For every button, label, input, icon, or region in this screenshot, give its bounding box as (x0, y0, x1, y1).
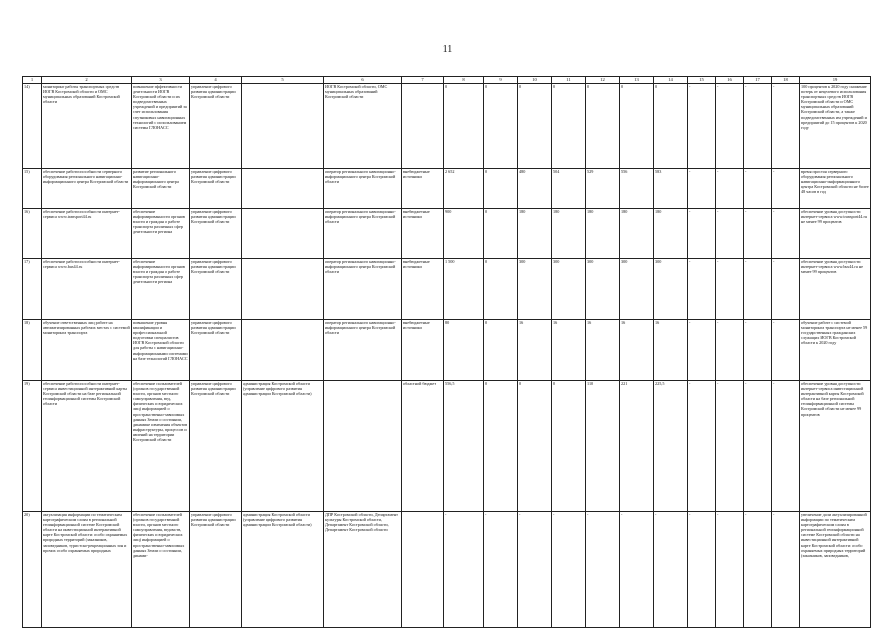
funding-value: - (744, 84, 772, 169)
funding-value: - (744, 169, 772, 209)
funding-value: - (444, 512, 484, 628)
header-row (23, 77, 871, 84)
funding-value: - (744, 320, 772, 381)
activity-name: актуализация информации по тематическим картографическим слоям в региональной геоинформационной системе Костромской области на инвестиционной интерактивной карте Костромской области: особо охраняемых природных территорий (заказников, заповедников, туристско-рекреационных зон и прочих особо охраняемых природных (42, 512, 132, 628)
executor: оператор регионального навигационно-информационного центра Костромской области (324, 320, 402, 381)
funding-value: 180 (620, 209, 654, 259)
program-activities-table (22, 76, 871, 628)
funding-source: внебюджетные источники (402, 209, 444, 259)
funding-value: - (772, 84, 800, 169)
funding-value: 504 (552, 169, 586, 209)
funding-value: - (688, 381, 716, 512)
funding-value: 0 (518, 381, 552, 512)
funding-value: - (716, 169, 744, 209)
funding-value: 300 (620, 259, 654, 320)
responsible-body: управление цифрового развития администрации Костромской области (190, 169, 242, 209)
row-number: 18) (23, 320, 42, 381)
responsible-body: управление цифрового развития администрации Костромской области (190, 381, 242, 512)
funding-value: - (716, 259, 744, 320)
column-header-19: 19 (800, 77, 871, 84)
funding-source: внебюджетные источники (402, 169, 444, 209)
activity-name: обучение ответственных лиц работе на автоматизированных рабочих местах с системой мониторинга транспорта (42, 320, 132, 381)
executor: оператор регионального навигационно-информационного центра Костромской области (324, 259, 402, 320)
funding-value: 180 (552, 209, 586, 259)
funding-value: - (688, 169, 716, 209)
column-header-12: 12 (586, 77, 620, 84)
funding-value: - (518, 512, 552, 628)
column-header-11: 11 (552, 77, 586, 84)
funding-value: 0 (620, 84, 654, 169)
executor: оператор регионального навигационно-информационного центра Костромской области (324, 169, 402, 209)
funding-value: - (744, 259, 772, 320)
executor (324, 381, 402, 512)
table-row (23, 84, 871, 169)
funding-value: 556,5 (444, 381, 484, 512)
funding-value: - (552, 512, 586, 628)
funding-value: 0 (484, 169, 518, 209)
customer-body (242, 84, 324, 169)
funding-value: 556 (620, 169, 654, 209)
column-header-15: 15 (688, 77, 716, 84)
funding-value: 16 (654, 320, 688, 381)
row-number: 17) (23, 259, 42, 320)
funding-value: - (688, 320, 716, 381)
row-number: 15) (23, 169, 42, 209)
executor: ДПР Костромской области, Департамент культуры Костромской области, Департамент Костромской области, Департамент Костромской области (324, 512, 402, 628)
activity-name: обеспечение работоспособности интернет-сервиса www.bus44.ru (42, 259, 132, 320)
funding-value: 180 (518, 209, 552, 259)
funding-value: - (772, 320, 800, 381)
funding-value: - (716, 209, 744, 259)
funding-value: 0 (484, 209, 518, 259)
funding-source (402, 512, 444, 628)
column-header-4: 4 (190, 77, 242, 84)
funding-value: 529 (586, 169, 620, 209)
column-header-18: 18 (772, 77, 800, 84)
responsible-body: управление цифрового развития администрации Костромской области (190, 512, 242, 628)
table-row (23, 169, 871, 209)
executor: ИОГВ Костромской области, ОМС муниципальных образований Костромской области (324, 84, 402, 169)
expected-result: обучение работе с системой мониторинга транспорта не менее 59 государственных гражданских служащих ИОГВ Костромской области к 2020 году (800, 320, 871, 381)
funding-value: 2 652 (444, 169, 484, 209)
responsible-body: управление цифрового развития администрации Костромской области (190, 259, 242, 320)
customer-body: администрация Костромской области (управление цифрового развития администрации Костромской области) (242, 512, 324, 628)
column-header-2: 2 (42, 77, 132, 84)
row-number: 14) (23, 84, 42, 169)
funding-value: 80 (444, 320, 484, 381)
funding-value: - (772, 381, 800, 512)
funding-value: - (772, 169, 800, 209)
activity-goal: развитие регионального навигационно-информационного центра Костромской области (132, 169, 190, 209)
table-row (23, 320, 871, 381)
activity-goal: повышение эффективности деятельности ИОГВ Костромской области и их подведомственных учреждений и предприятий за счет использования спутниковых навигационных технологий с использованием системы ГЛОНАСС (132, 84, 190, 169)
expected-result: увеличение доли актуализированной информации по тематическим картографическим слоям в региональной геоинформационной системе Костромской области на инвестиционной интерактивной карте Костромской области: особо охраняемых природных территорий (заказников, заповедников, (800, 512, 871, 628)
table-row (23, 209, 871, 259)
expected-result: обеспечение уровня доступности интернет-сервиса www.bus44.ru не менее 99 процентов (800, 259, 871, 320)
customer-body (242, 259, 324, 320)
activity-name: обеспечение работоспособности интернет-сервиса www.transport44.ru (42, 209, 132, 259)
funding-value: 0 (552, 84, 586, 169)
funding-value: 180 (654, 209, 688, 259)
funding-value: 300 (518, 259, 552, 320)
row-number: 19) (23, 381, 42, 512)
column-header-8: 8 (444, 77, 484, 84)
funding-value: - (688, 512, 716, 628)
activity-name: мониторинг работы транспортных средств ИОГВ Костромской области и ОМС муниципальных образований Костромской области (42, 84, 132, 169)
funding-value: - (744, 381, 772, 512)
funding-value: 16 (518, 320, 552, 381)
funding-value: 300 (654, 259, 688, 320)
expected-result: время простоя серверного оборудования регионального навигационно-информационного центра Костромской области не более 48 часов в год (800, 169, 871, 209)
funding-value: 480 (518, 169, 552, 209)
table-row (23, 381, 871, 512)
responsible-body: управление цифрового развития администрации Костромской области (190, 320, 242, 381)
customer-body: администрация Костромской области (управление цифрового развития администрации Костромской области) (242, 381, 324, 512)
funding-value: - (716, 84, 744, 169)
column-header-3: 3 (132, 77, 190, 84)
funding-value: 0 (484, 259, 518, 320)
column-header-5: 5 (242, 77, 324, 84)
table-row (23, 512, 871, 628)
column-header-14: 14 (654, 77, 688, 84)
table-row (23, 259, 871, 320)
funding-source: внебюджетные источники (402, 259, 444, 320)
column-header-6: 6 (324, 77, 402, 84)
funding-value: - (688, 259, 716, 320)
funding-value: 16 (552, 320, 586, 381)
funding-value: - (716, 381, 744, 512)
customer-body (242, 169, 324, 209)
activity-name: обеспечение работоспособности интернет-сервиса инвестиционной интерактивной карты Костромской области на базе региональной геоинформационной системы Костромской области (42, 381, 132, 512)
executor: оператор регионального навигационно-информационного центра Костромской области (324, 209, 402, 259)
responsible-body: управление цифрового развития администрации Костромской области (190, 84, 242, 169)
responsible-body: управление цифрового развития администрации Костромской области (190, 209, 242, 259)
funding-value: 225,5 (654, 381, 688, 512)
column-header-16: 16 (716, 77, 744, 84)
funding-value: 0 (484, 84, 518, 169)
funding-value: 0 (654, 84, 688, 169)
expected-result: 100 процентов к 2020 году снижение потерь от нецелевого использования транспортных средств ИОГВ Костромской области и ОМС муниципальных образований Костромской области, а также подведомственных им учреждений и предприятий до 15 процентов к 2020 году (800, 84, 871, 169)
customer-body (242, 209, 324, 259)
column-header-17: 17 (744, 77, 772, 84)
funding-value: 16 (586, 320, 620, 381)
funding-value: 300 (552, 259, 586, 320)
funding-source (402, 84, 444, 169)
funding-value: 0 (586, 84, 620, 169)
column-header-10: 10 (518, 77, 552, 84)
funding-value: 0 (484, 381, 518, 512)
funding-value: 1 500 (444, 259, 484, 320)
column-header-13: 13 (620, 77, 654, 84)
activity-goal: повышение уровня квалификации и профессиональной подготовки специалистов ИОГВ Костромской области для работы с навигационно-информационными системами на базе технологий ГЛОНАСС (132, 320, 190, 381)
expected-result: обеспечение уровня доступности интернет-сервиса инвестиционной интерактивной карты Костромской области на базе региональной геоинформационной системы Костромской области не менее 99 процентов (800, 381, 871, 512)
column-header-7: 7 (402, 77, 444, 84)
activity-goal: обеспечение пользователей (органов государственной власти, органов местного самоуправления, ведомств, физических и юридических лиц) информацией о пространственно-зависимых данных Земли о состоянии, динами- (132, 512, 190, 628)
funding-value: 0 (552, 381, 586, 512)
expected-result: обеспечение уровня доступности интернет-сервиса www.transport44.ru не менее 99 процентов (800, 209, 871, 259)
funding-value: 300 (586, 259, 620, 320)
funding-value: 900 (444, 209, 484, 259)
funding-value: 0 (518, 84, 552, 169)
funding-source: областной бюджет (402, 381, 444, 512)
funding-value: - (744, 512, 772, 628)
funding-value: - (484, 512, 518, 628)
funding-value: - (772, 259, 800, 320)
funding-value: - (586, 512, 620, 628)
funding-value: 221 (620, 381, 654, 512)
page-number: 11 (442, 44, 453, 55)
funding-value: - (772, 209, 800, 259)
funding-value: 583 (654, 169, 688, 209)
funding-value: 0 (444, 84, 484, 169)
funding-value: - (716, 512, 744, 628)
funding-value: - (688, 209, 716, 259)
row-number: 16) (23, 209, 42, 259)
activity-name: обеспечение работоспособности серверного оборудования регионального навигационно-информационного центра Костромской области (42, 169, 132, 209)
customer-body (242, 320, 324, 381)
funding-value: 0 (484, 320, 518, 381)
column-header-9: 9 (484, 77, 518, 84)
funding-value: 110 (586, 381, 620, 512)
funding-value: - (744, 209, 772, 259)
funding-value: 180 (586, 209, 620, 259)
activity-goal: обеспечение пользователей (органов государственной власти, органов местного самоуправления, вед, физических и юридических лиц) информацией о пространственно-зависимых данных Земли о состоянии, динамике изменения объектов инфраструктуры, процессов и явлений на территории Костромской области (132, 381, 190, 512)
column-header-1: 1 (23, 77, 42, 84)
funding-value: - (620, 512, 654, 628)
funding-value: 16 (620, 320, 654, 381)
funding-source: внебюджетные источники (402, 320, 444, 381)
funding-value: - (688, 84, 716, 169)
activity-goal: обеспечение информированности органов власти и граждан о работе транспорта различных сфер деятельности региона (132, 209, 190, 259)
funding-value: - (772, 512, 800, 628)
activity-goal: обеспечение информированности органов власти и граждан о работе транспорта различных сфер деятельности региона (132, 259, 190, 320)
row-number: 20) (23, 512, 42, 628)
funding-value: - (654, 512, 688, 628)
funding-value: - (716, 320, 744, 381)
